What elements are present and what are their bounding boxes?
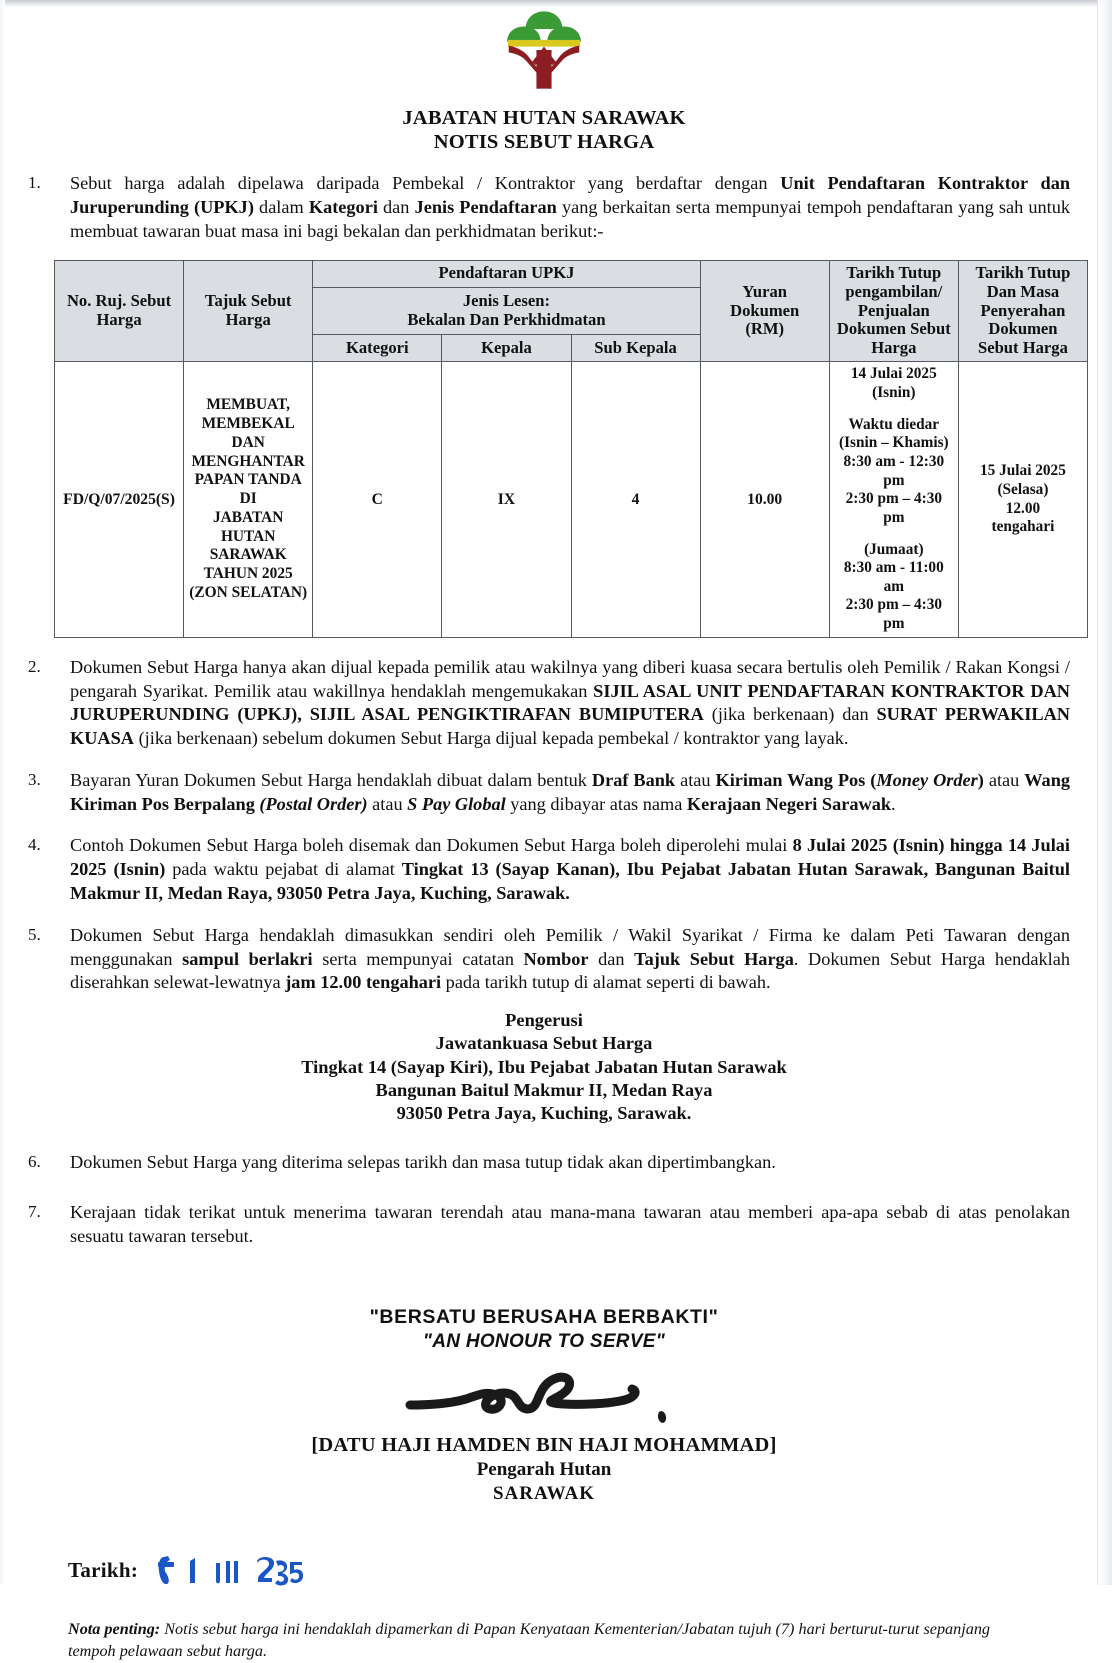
cell-ref-no: FD/Q/07/2025(S) [55,362,184,638]
table-row [55,362,1088,638]
clause-3-bold2: Kiriman Wang Pos ( [715,769,877,790]
clause-3-number: 3. [28,769,41,789]
closing-date: 14 Julai 2025 [850,365,937,383]
th-ref-no: No. Ruj. Sebut Harga [55,260,184,362]
address-line-5: 93050 Petra Jaya, Kuching, Sarawak. [396,1102,692,1123]
note-text: Notis sebut harga ini hendaklah dipamerkan di Papan Kenyataan Kementerian/Jabatan tujuh (7) hari berturut-turut sepanjang tempoh pelawaan sebut harga. [68,1619,991,1660]
clause-5 [18,924,1070,995]
clause-3 [18,769,1070,817]
clause-7-number: 7. [28,1201,41,1221]
hours-weekday-morning: 8:30 am - 12:30 pm [843,452,945,489]
th-collect-l4: Dokumen Sebut [836,319,951,339]
address-line-2: Jawatankuasa Sebut Harga [435,1033,653,1054]
sebut-harga-table [54,260,1088,638]
clause-3-seg1: Bayaran Yuran Dokumen Sebut Harga hendaklah dibuat dalam bentuk [70,769,592,790]
th-submit-l4: Dokumen [988,319,1058,339]
clause-2-seg3: (jika berkenaan) sebelum dokumen Sebut Harga dijual kepada pembekal / kontraktor yang layak. [134,728,849,749]
submit-date: 15 Julai 2025 [980,462,1066,480]
important-note [18,1619,1070,1663]
clause-3-text [70,769,1070,817]
th-sub-kepala: Sub Kepala [571,335,700,362]
clause-2-seg2: (jika berkenaan) dan [703,704,877,725]
title-line-6: SARAWAK [209,546,287,564]
clause-1-bold3: Jenis Pendaftaran [414,197,557,218]
title-line-5: JABATAN HUTAN [212,508,284,545]
masthead [18,106,1070,154]
cell-title [184,362,313,638]
handwritten-signature-icon [404,1365,684,1431]
title-line-3: MENGHANTAR [191,452,305,470]
clause-5-bold2: Nombor [523,948,589,969]
clause-4-number: 4. [28,835,41,855]
signatory-name: [DATU HAJI HAMDEN BIN HAJI MOHAMMAD] [311,1434,777,1457]
clause-4-seg2: pada waktu pejabat di alamat [165,859,402,880]
th-submit-l3: Penyerahan [980,300,1066,320]
closing-day: (Isnin) [872,383,916,401]
address-line-1: Pengerusi [505,1010,583,1031]
clause-5-seg1: Dokumen Sebut Harga hendaklah dimasukkan sendiri oleh Pemilik / Wakil Syarikat / Firma ke dalam Peti Tawaran dengan menggunakan [70,924,1070,969]
clause-5-seg5: pada tarikh tutup di alamat seperti di bawah. [441,972,771,993]
cell-sub-kepala: 4 [571,362,700,638]
th-licence-l2: Bekalan Dan Perkhidmatan [407,309,606,329]
th-fee-l2: Dokumen [730,300,800,320]
clause-2-number: 2. [28,656,41,676]
clause-4 [18,834,1070,905]
clause-3-seg5: yang dibayar atas nama [505,793,687,814]
clause-5-number: 5. [28,924,41,944]
clause-1-seg2: dalam [253,197,309,218]
submit-day: (Selasa) [997,480,1049,498]
cell-closing-collection [829,362,958,638]
clause-1 [18,172,1070,243]
clause-4-seg1: Contoh Dokumen Sebut Harga boleh disemak dan Dokumen Sebut Harga boleh diperolehi mulai [70,835,793,856]
document-type: NOTIS SEBUT HARGA [433,131,655,154]
clause-3-italic1: Money Order [876,769,978,790]
clause-3-seg3: atau [983,769,1025,790]
hours-friday-label: (Jumaat) [864,540,924,558]
th-kategori: Kategori [313,335,442,362]
cell-kepala: IX [442,362,571,638]
note-label: Nota penting: [68,1619,161,1638]
th-closing-submission [958,260,1087,362]
clause-1-text [70,172,1070,243]
clause-3-bold1: Draf Bank [591,769,676,790]
clause-4-text [70,834,1070,905]
submit-time: 12.00 [1005,499,1041,517]
department-name: JABATAN HUTAN SARAWAK [402,107,686,129]
clause-3-bold3: ) [977,769,984,790]
title-line-1: MEMBUAT, [206,396,290,414]
signature-container [18,1363,1070,1433]
blue-handwritten-date-icon [154,1551,304,1591]
hours-weekday-afternoon: 2:30 pm – 4:30 pm [845,490,943,526]
th-fee-l3: (RM) [745,319,785,339]
th-fee-l1: Yuran [742,281,787,301]
hours-friday-morning: 8:30 am - 11:00 am [843,559,944,595]
clause-4-bold1: 8 Julai 2025 (Isnin) hingga 14 Julai 2025 (Isnin) [70,835,1070,880]
hours-weekday-label: (Isnin – Khamis) [838,434,949,452]
committee-address-block [18,1009,1070,1125]
clause-3-seg4: atau [367,793,408,814]
cell-kategori: C [313,362,442,638]
th-collect-l1: Tarikh Tutup [846,262,942,282]
clause-7-text: Kerajaan tidak terikat untuk menerima tawaran terendah atau mana-mana tawaran atau memberi apa-apa sebab di atas penolakan sesuatu tawaran tersebut. [70,1201,1070,1246]
clause-2-text [70,656,1070,751]
th-kepala: Kepala [442,335,571,362]
clause-3-italic2: (Postal Order) [259,793,368,814]
motto-english: "AN HONOUR TO SERVE" [422,1331,666,1353]
clause-2-seg1: Dokumen Sebut Harga hanya akan dijual kepada pemilik atau wakilnya yang diberi kuasa secara bertulis oleh Pemilik / Rakan Kongsi / pengarah Syarikat. Pemilik atau wakillnya hendaklah mengemukakan [70,656,1070,701]
clause-1-seg3: dan [377,197,415,218]
th-submit-l2: Dan Masa [986,281,1060,301]
hours-friday-afternoon: 2:30 pm – 4:30 pm [845,596,943,633]
spacer [834,403,954,416]
table-body [55,362,1088,638]
hours-title: Waktu diedar [848,415,940,433]
th-submit-l5: Sebut Harga [977,338,1068,358]
clause-7 [18,1201,1070,1249]
title-line-2: MEMBEKAL DAN [201,415,295,451]
clause-5-bold4: jam 12.00 tengahari [285,972,442,993]
jabatan-hutan-sarawak-logo-icon [502,8,586,92]
date-line [18,1551,1070,1591]
th-submit-l1: Tarikh Tutup [975,262,1071,282]
title-line-7: TAHUN 2025 [203,565,293,583]
th-licence-l1: Jenis Lesen: [462,291,550,311]
clause-6 [18,1151,1070,1175]
cell-yuran: 10.00 [700,362,829,638]
motto-malay: "BERSATU BERUSAHA BERBAKTI" [369,1306,719,1329]
signatory-role: Pengarah Hutan [476,1459,612,1481]
clause-4-bold2: Tingkat 13 (Sayap Kanan), Ibu Pejabat Jabatan Hutan Sarawak, Bangunan Baitul Makmur II, Medan Raya, 93050 Petra Jaya, Kuching, Sarawak. [70,859,1071,904]
clause-5-seg2: serta mempunyai catatan [312,948,524,969]
clause-5-seg4: . Dokumen Sebut Harga hendaklah diserahkan selewat-lewatnya [70,948,1070,993]
clause-1-number: 1. [28,173,41,193]
th-fee [700,260,829,362]
title-line-4: PAPAN TANDA DI [194,471,302,508]
clause-5-seg3: dan [588,948,635,969]
clause-2 [18,656,1070,751]
clause-5-bold3: Tajuk Sebut Harga [634,948,794,969]
date-label: Tarikh: [68,1558,139,1583]
title-line-8: (ZON SELATAN) [189,584,308,602]
th-upkj-group: Pendaftaran UPKJ [313,260,700,287]
signatory-block [18,1433,1070,1504]
clause-2-bold2: SURAT PERWAKILAN KUASA [70,704,1070,749]
clause-3-seg2: atau [675,769,716,790]
clause-3-seg6: . [891,793,896,814]
th-licence-group [313,287,700,334]
clause-3-bold4: Wang Kiriman Pos Berpalang [70,769,1071,814]
clause-3-italic3: S Pay Global [407,793,506,814]
clause-6-number: 6. [28,1152,41,1172]
cell-closing-submission [958,362,1087,638]
logo-container [18,0,1070,100]
th-collect-l2: pengambilan/ [845,281,943,301]
table-head [55,260,1088,362]
submit-time-word: tengahari [991,518,1055,536]
clause-1-bold2: Kategori [308,197,378,218]
th-collect-l5: Harga [871,338,917,358]
th-title: Tajuk Sebut Harga [184,260,313,362]
date-stamp-container [154,1551,304,1591]
clause-2-bold1: SIJIL ASAL UNIT PENDAFTARAN KONTRAKTOR DAN JURUPERUNDING (UPKJ), SIJIL ASAL PENGIKTIRAFAN BUMIPUTERA [70,680,1070,725]
clause-1-seg4: yang berkaitan serta mempunyai tempoh pendaftaran yang sah untuk membuat tawaran buat masa ini bagi bekalan dan perkhidmatan berikut:- [70,197,1070,241]
clause-5-bold1: sampul berlakri [182,948,313,969]
th-closing-collection [829,260,958,362]
motto-block [18,1306,1070,1353]
th-collect-l3: Penjualan [857,300,930,320]
address-line-3: Tingkat 14 (Sayap Kiri), Ibu Pejabat Jabatan Hutan Sarawak [301,1056,787,1077]
clause-3-bold5: Kerajaan Negeri Sarawak [686,793,892,814]
signatory-state: SARAWAK [492,1482,596,1504]
table-header-row-1 [55,260,1088,287]
clause-1-seg1: Sebut harga adalah dipelawa daripada Pembekal / Kontraktor yang berdaftar dengan [70,173,781,194]
clause-5-text [70,924,1070,995]
address-line-4: Bangunan Baitul Makmur II, Medan Raya [375,1079,713,1100]
clause-6-text: Dokumen Sebut Harga yang diterima selepas tarikh dan masa tutup tidak akan dipertimbangkan. [70,1152,776,1173]
spacer-2 [834,528,954,541]
clause-1-bold1: Unit Pendaftaran Kontraktor dan Juruperunding (UPKJ) [70,173,1070,218]
